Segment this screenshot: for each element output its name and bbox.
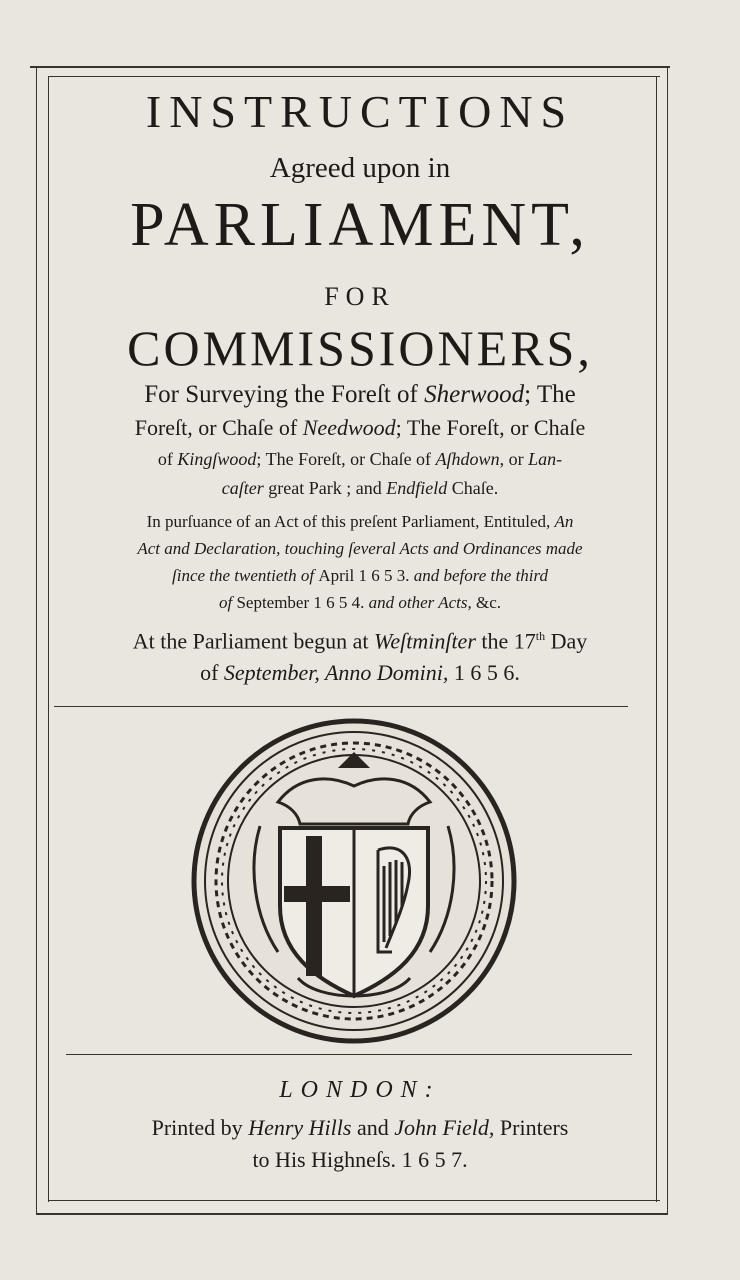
survey-line-2: Foreſt, or Chaſe of Needwood; The Foreſt, or Chaſe	[134, 415, 586, 440]
title-for: FOR	[324, 282, 396, 311]
survey-line-1: For Surveying the Foreſt of Sherwood; The	[144, 381, 576, 408]
act-line-3: ſince the twentieth of April 1 6 5 3. and before the third	[172, 566, 548, 585]
border-bottom-rule	[36, 1213, 668, 1215]
border-top-rule	[30, 66, 670, 68]
cross-icon	[306, 836, 322, 976]
imprint-text	[40, 1112, 680, 1176]
commonwealth-seal-icon	[188, 716, 520, 1046]
title-commissioners: COMMISSIONERS,	[127, 320, 593, 376]
divider-rule-upper	[54, 706, 628, 707]
imprint-city: LONDON:	[279, 1077, 441, 1103]
survey-text	[40, 378, 680, 502]
border-bottom-rule-inner	[48, 1200, 660, 1201]
parliament-line-1: At the Parliament begun at Weſtminſter the 17th Day	[132, 628, 588, 654]
act-line-4: of September 1 6 5 4. and other Acts, &c.	[218, 593, 502, 612]
title-heading: INSTRUCTIONS	[145, 86, 575, 137]
imprint-line-2: to His Highneſs. 1 6 5 7.	[252, 1147, 468, 1172]
border-top-rule-inner	[48, 76, 660, 77]
title-subheading: Agreed upon in	[269, 152, 451, 184]
act-text	[40, 508, 680, 616]
title-main: PARLIAMENT,	[130, 191, 590, 259]
survey-line-4: caſter great Park ; and Endfield Chaſe.	[221, 478, 499, 498]
act-line-2: Act and Declaration, touching ſeveral Acts and Ordinances made	[137, 539, 583, 558]
parliament-text	[40, 620, 680, 689]
imprint-line-1: Printed by Henry Hills and John Field, Printers	[151, 1115, 569, 1140]
border-left-rule	[36, 66, 37, 1214]
act-line-1: In purſuance of an Act of this preſent Parliament, Entituled, An	[146, 512, 574, 531]
divider-rule-lower	[66, 1054, 632, 1055]
seal-graphic	[188, 716, 520, 1046]
parliament-line-2: of September, Anno Domini, 1 6 5 6.	[200, 660, 520, 686]
survey-line-3: of Kingſwood; The Foreſt, or Chaſe of Aſhdown, or Lan-	[157, 449, 563, 469]
